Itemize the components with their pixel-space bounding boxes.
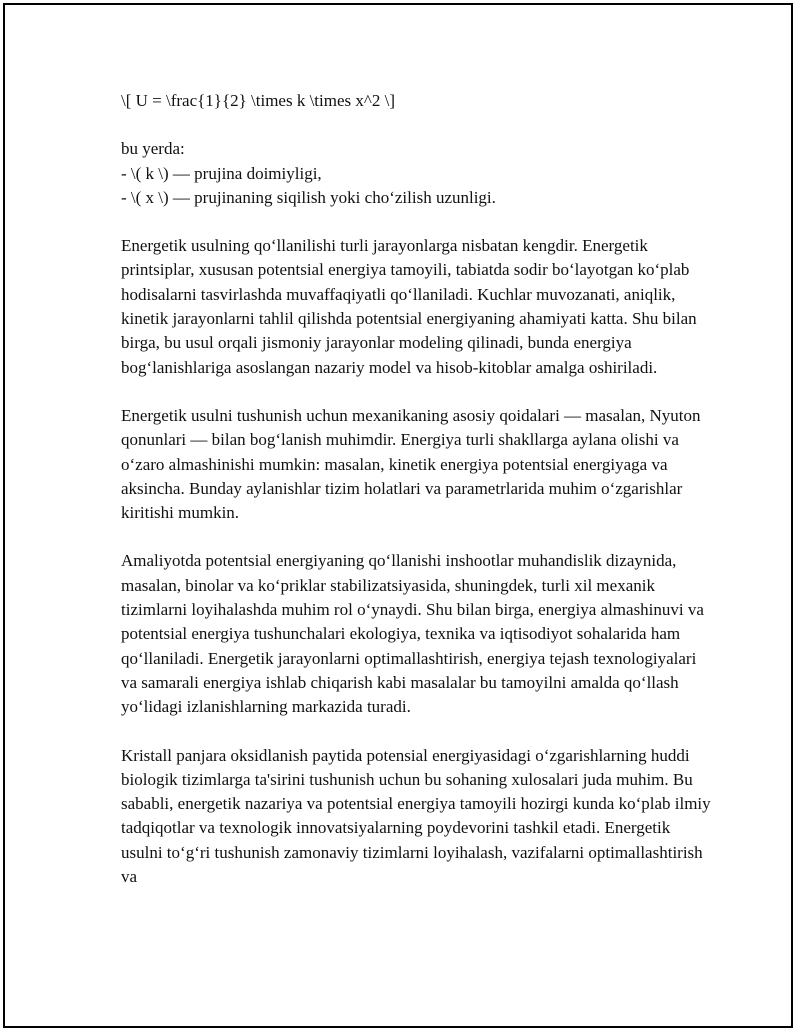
definition-item-k: - \( k \) — prujina doimiyligi, [121, 163, 322, 183]
paragraph-4: Kristall panjara oksidlanish paytida potensial energiyasidagi o‘zgarishlarning huddi biologik tizimlarga ta'sirini tushunish uchun bu sohaning xulosalari juda muhim. Bu sababli, energetik nazariya va potentsial energiya tamoyili hozirgi kunda ko‘plab ilmiy tadqiqotlar va texnologik innovatsiyalarning poydevorini tashkil etadi. Energetik usulni to‘g‘ri tushunish zamonaviy tizimlarni loyihalash, vazifalarni optimallashtirish va [121, 745, 711, 887]
definitions-block [121, 137, 711, 210]
definition-item-x: - \( x \) — prujinaning siqilish yoki cho‘zilish uzunligi. [121, 187, 496, 207]
paragraph-1: Energetik usulning qo‘llanilishi turli jarayonlarga nisbatan kengdir. Energetik printsiplar, xususan potentsial energiya tamoyili, tabiatda sodir bo‘layotgan ko‘plab hodisalarni tasvirlashda muvaffaqiyatli qo‘llaniladi. Kuchlar muvozanati, aniqlik, kinetik jarayonlarni tahlil qilishda potentsial energiyaning ahamiyati katta. Shu bilan birga, bu usul orqali jismoniy jarayonlar modeling qilinadi, bunda energiya bog‘lanishlariga asoslangan nazariy model va hisob-kitoblar amalga oshiriladi. [121, 236, 697, 377]
paragraph-3: Amaliyotda potentsial energiyaning qo‘llanishi inshootlar muhandislik dizaynida, masalan, binolar va ko‘priklar stabilizatsiyasida, shuningdek, turli xil mexanik tizimlarni loyihalashda muhim rol o‘ynaydi. Shu bilan birga, energiya almashinuvi va potentsial energiya tushunchalari ekologiya, texnika va iqtisodiyot sohalarida ham qo‘llaniladi. Energetik jarayonlarni optimallashtirish, energiya tejash texnologiyalari va samarali energiya ishlab chiqarish kabi masalalar bu tamoyilni amalda qo‘llash yo‘lidagi izlanishlarning markazida turadi. [121, 551, 704, 717]
document-body [121, 89, 711, 913]
formula-line: \[ U = \frac{1}{2} \times k \times x^2 \] [121, 91, 395, 110]
paragraph-2: Energetik usulni tushunish uchun mexanikaning asosiy qoidalari — masalan, Nyuton qonunlari — bilan bog‘lanish muhimdir. Energiya turli shakllarga aylana olishi va o‘zaro almashinishi mumkin: masalan, kinetik energiya potentsial energiyaga va aksincha. Bunday aylanishlar tizim holatlari va parametrlarida muhim o‘zgarishlar kiritishi mumkin. [121, 405, 701, 523]
document-page [3, 3, 793, 1028]
definitions-intro: bu yerda: [121, 139, 185, 159]
